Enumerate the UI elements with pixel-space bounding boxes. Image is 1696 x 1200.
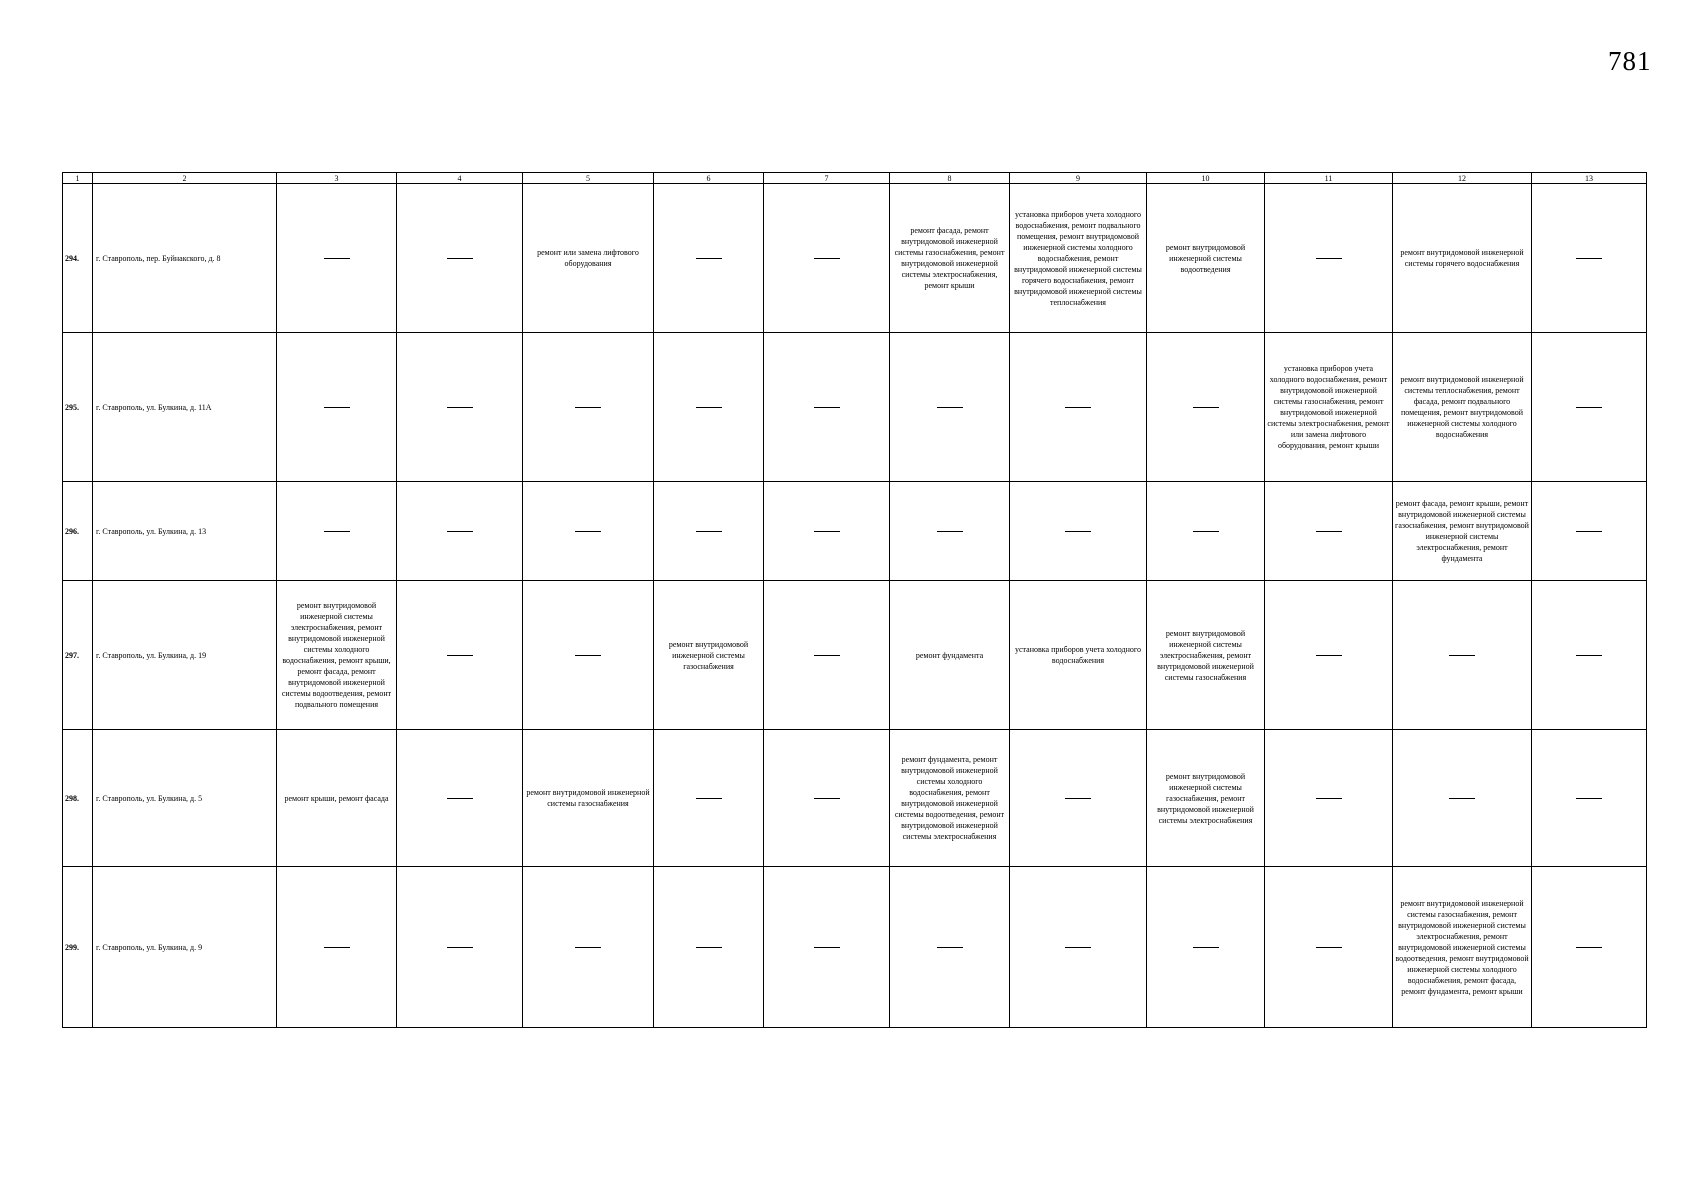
empty-cell-dash bbox=[277, 333, 397, 482]
dash-mark bbox=[324, 531, 350, 532]
column-number-7: 7 bbox=[764, 173, 890, 184]
dash-mark bbox=[1065, 407, 1091, 408]
column-number-5: 5 bbox=[523, 173, 654, 184]
empty-cell-dash bbox=[1265, 184, 1393, 333]
empty-cell-dash bbox=[1265, 482, 1393, 581]
dash-mark bbox=[1316, 531, 1342, 532]
empty-cell-dash bbox=[890, 482, 1010, 581]
empty-cell-dash bbox=[397, 581, 523, 730]
empty-cell-dash bbox=[1532, 333, 1647, 482]
dash-mark bbox=[1449, 798, 1475, 799]
dash-mark bbox=[937, 947, 963, 948]
empty-cell-dash bbox=[397, 482, 523, 581]
work-description-cell: ремонт крыши, ремонт фасада bbox=[277, 730, 397, 867]
dash-mark bbox=[575, 947, 601, 948]
empty-cell-dash bbox=[890, 867, 1010, 1028]
work-description-cell: ремонт фасада, ремонт внутридомовой инженерной системы газоснабжения, ремонт внутридомовой инженерной системы электроснабжения, ремонт крыши bbox=[890, 184, 1010, 333]
dash-mark bbox=[696, 798, 722, 799]
empty-cell-dash bbox=[1532, 867, 1647, 1028]
dash-mark bbox=[1576, 798, 1602, 799]
dash-mark bbox=[696, 258, 722, 259]
empty-cell-dash bbox=[277, 482, 397, 581]
dash-mark bbox=[324, 407, 350, 408]
dash-mark bbox=[447, 947, 473, 948]
column-number-3: 3 bbox=[277, 173, 397, 184]
row-number: 299. bbox=[63, 867, 93, 1028]
address-cell: г. Ставрополь, ул. Булкина, д. 5 bbox=[93, 730, 277, 867]
dash-mark bbox=[575, 407, 601, 408]
column-number-12: 12 bbox=[1393, 173, 1532, 184]
empty-cell-dash bbox=[397, 184, 523, 333]
work-description-cell: ремонт внутридомовой инженерной системы электроснабжения, ремонт внутридомовой инженерной системы холодного водоснабжения, ремонт крыши, ремонт фасада, ремонт внутридомовой инженерной системы водоотведения, ремонт подвального помещения bbox=[277, 581, 397, 730]
empty-cell-dash bbox=[1393, 581, 1532, 730]
empty-cell-dash bbox=[764, 482, 890, 581]
empty-cell-dash bbox=[1532, 730, 1647, 867]
work-description-cell: ремонт или замена лифтового оборудования bbox=[523, 184, 654, 333]
address-cell: г. Ставрополь, ул. Булкина, д. 11А bbox=[93, 333, 277, 482]
work-description-cell: ремонт внутридомовой инженерной системы электроснабжения, ремонт внутридомовой инженерной системы газоснабжения bbox=[1147, 581, 1265, 730]
dash-mark bbox=[1576, 407, 1602, 408]
dash-mark bbox=[696, 531, 722, 532]
empty-cell-dash bbox=[1147, 333, 1265, 482]
empty-cell-dash bbox=[277, 184, 397, 333]
column-number-8: 8 bbox=[890, 173, 1010, 184]
column-number-13: 13 bbox=[1532, 173, 1647, 184]
dash-mark bbox=[1065, 531, 1091, 532]
row-number: 295. bbox=[63, 333, 93, 482]
work-description-cell: установка приборов учета холодного водоснабжения bbox=[1010, 581, 1147, 730]
empty-cell-dash bbox=[1010, 730, 1147, 867]
work-description-cell: установка приборов учета холодного водоснабжения, ремонт внутридомовой инженерной системы газоснабжения, ремонт внутридомовой инженерной системы электроснабжения, ремонт или замена лифтового оборудования, ремонт крыши bbox=[1265, 333, 1393, 482]
dash-mark bbox=[696, 407, 722, 408]
empty-cell-dash bbox=[764, 184, 890, 333]
empty-cell-dash bbox=[1147, 482, 1265, 581]
dash-mark bbox=[1576, 655, 1602, 656]
column-number-4: 4 bbox=[397, 173, 523, 184]
table-body bbox=[63, 184, 1647, 1028]
dash-mark bbox=[1576, 258, 1602, 259]
empty-cell-dash bbox=[1010, 867, 1147, 1028]
dash-mark bbox=[1316, 655, 1342, 656]
dash-mark bbox=[575, 531, 601, 532]
empty-cell-dash bbox=[1532, 581, 1647, 730]
empty-cell-dash bbox=[654, 482, 764, 581]
empty-cell-dash bbox=[654, 730, 764, 867]
empty-cell-dash bbox=[1265, 730, 1393, 867]
empty-cell-dash bbox=[277, 867, 397, 1028]
empty-cell-dash bbox=[1265, 867, 1393, 1028]
dash-mark bbox=[696, 947, 722, 948]
dash-mark bbox=[447, 798, 473, 799]
dash-mark bbox=[1576, 531, 1602, 532]
dash-mark bbox=[814, 407, 840, 408]
work-description-cell: ремонт фасада, ремонт крыши, ремонт внутридомовой инженерной системы газоснабжения, ремонт внутридомовой инженерной системы электроснабжения, ремонт фундамента bbox=[1393, 482, 1532, 581]
empty-cell-dash bbox=[397, 333, 523, 482]
address-cell: г. Ставрополь, ул. Булкина, д. 13 bbox=[93, 482, 277, 581]
row-number: 296. bbox=[63, 482, 93, 581]
work-description-cell: ремонт внутридомовой инженерной системы водоотведения bbox=[1147, 184, 1265, 333]
dash-mark bbox=[447, 258, 473, 259]
table-row bbox=[63, 581, 1647, 730]
empty-cell-dash bbox=[890, 333, 1010, 482]
empty-cell-dash bbox=[1265, 581, 1393, 730]
address-cell: г. Ставрополь, ул. Булкина, д. 19 bbox=[93, 581, 277, 730]
dash-mark bbox=[1193, 407, 1219, 408]
column-number-6: 6 bbox=[654, 173, 764, 184]
repair-schedule-table bbox=[62, 172, 1647, 1028]
dash-mark bbox=[937, 531, 963, 532]
empty-cell-dash bbox=[523, 867, 654, 1028]
dash-mark bbox=[447, 655, 473, 656]
column-number-2: 2 bbox=[93, 173, 277, 184]
empty-cell-dash bbox=[523, 581, 654, 730]
column-number-10: 10 bbox=[1147, 173, 1265, 184]
dash-mark bbox=[1065, 947, 1091, 948]
column-number-9: 9 bbox=[1010, 173, 1147, 184]
empty-cell-dash bbox=[397, 867, 523, 1028]
work-description-cell: установка приборов учета холодного водоснабжения, ремонт подвального помещения, ремонт внутридомовой инженерной системы холодного водоснабжения, ремонт внутридомовой инженерной системы горячего водоснабжения, ремонт внутридомовой инженерной системы теплоснабжения bbox=[1010, 184, 1147, 333]
column-number-11: 11 bbox=[1265, 173, 1393, 184]
empty-cell-dash bbox=[654, 184, 764, 333]
empty-cell-dash bbox=[1010, 482, 1147, 581]
dash-mark bbox=[575, 655, 601, 656]
work-description-cell: ремонт фундамента, ремонт внутридомовой инженерной системы холодного водоснабжения, ремонт внутридомовой инженерной системы водоотведения, ремонт внутридомовой инженерной системы электроснабжения bbox=[890, 730, 1010, 867]
work-description-cell: ремонт внутридомовой инженерной системы теплоснабжения, ремонт фасада, ремонт подвального помещения, ремонт внутридомовой инженерной системы холодного водоснабжения bbox=[1393, 333, 1532, 482]
dash-mark bbox=[1316, 258, 1342, 259]
row-number: 294. bbox=[63, 184, 93, 333]
dash-mark bbox=[814, 947, 840, 948]
empty-cell-dash bbox=[1010, 333, 1147, 482]
dash-mark bbox=[814, 258, 840, 259]
work-description-cell: ремонт внутридомовой инженерной системы газоснабжения bbox=[523, 730, 654, 867]
work-description-cell: ремонт внутридомовой инженерной системы газоснабжения, ремонт внутридомовой инженерной системы электроснабжения, ремонт внутридомовой инженерной системы водоотведения, ремонт внутридомовой инженерной системы холодного водоснабжения, ремонт фасада, ремонт фундамента, ремонт крыши bbox=[1393, 867, 1532, 1028]
row-number: 298. bbox=[63, 730, 93, 867]
dash-mark bbox=[814, 531, 840, 532]
empty-cell-dash bbox=[654, 867, 764, 1028]
table-row bbox=[63, 867, 1647, 1028]
dash-mark bbox=[1193, 947, 1219, 948]
dash-mark bbox=[324, 947, 350, 948]
address-cell: г. Ставрополь, пер. Буйнакского, д. 8 bbox=[93, 184, 277, 333]
dash-mark bbox=[1316, 947, 1342, 948]
empty-cell-dash bbox=[764, 867, 890, 1028]
dash-mark bbox=[447, 531, 473, 532]
work-description-cell: ремонт внутридомовой инженерной системы горячего водоснабжения bbox=[1393, 184, 1532, 333]
work-description-cell: ремонт внутридомовой инженерной системы газоснабжения bbox=[654, 581, 764, 730]
dash-mark bbox=[937, 407, 963, 408]
empty-cell-dash bbox=[523, 333, 654, 482]
address-cell: г. Ставрополь, ул. Булкина, д. 9 bbox=[93, 867, 277, 1028]
table-row bbox=[63, 482, 1647, 581]
dash-mark bbox=[1449, 655, 1475, 656]
dash-mark bbox=[1065, 798, 1091, 799]
table-row bbox=[63, 184, 1647, 333]
dash-mark bbox=[1316, 798, 1342, 799]
empty-cell-dash bbox=[1393, 730, 1532, 867]
repair-schedule-table-wrap bbox=[62, 172, 1647, 1028]
dash-mark bbox=[814, 798, 840, 799]
dash-mark bbox=[1193, 531, 1219, 532]
column-number-row bbox=[63, 173, 1647, 184]
empty-cell-dash bbox=[1532, 482, 1647, 581]
empty-cell-dash bbox=[764, 581, 890, 730]
work-description-cell: ремонт внутридомовой инженерной системы газоснабжения, ремонт внутридомовой инженерной системы электроснабжения bbox=[1147, 730, 1265, 867]
work-description-cell: ремонт фундамента bbox=[890, 581, 1010, 730]
dash-mark bbox=[324, 258, 350, 259]
empty-cell-dash bbox=[1147, 867, 1265, 1028]
dash-mark bbox=[447, 407, 473, 408]
dash-mark bbox=[814, 655, 840, 656]
empty-cell-dash bbox=[764, 333, 890, 482]
empty-cell-dash bbox=[1532, 184, 1647, 333]
table-row bbox=[63, 730, 1647, 867]
column-number-1: 1 bbox=[63, 173, 93, 184]
dash-mark bbox=[1576, 947, 1602, 948]
row-number: 297. bbox=[63, 581, 93, 730]
empty-cell-dash bbox=[523, 482, 654, 581]
empty-cell-dash bbox=[654, 333, 764, 482]
empty-cell-dash bbox=[397, 730, 523, 867]
table-row bbox=[63, 333, 1647, 482]
page-number: 781 bbox=[1608, 46, 1652, 76]
empty-cell-dash bbox=[764, 730, 890, 867]
